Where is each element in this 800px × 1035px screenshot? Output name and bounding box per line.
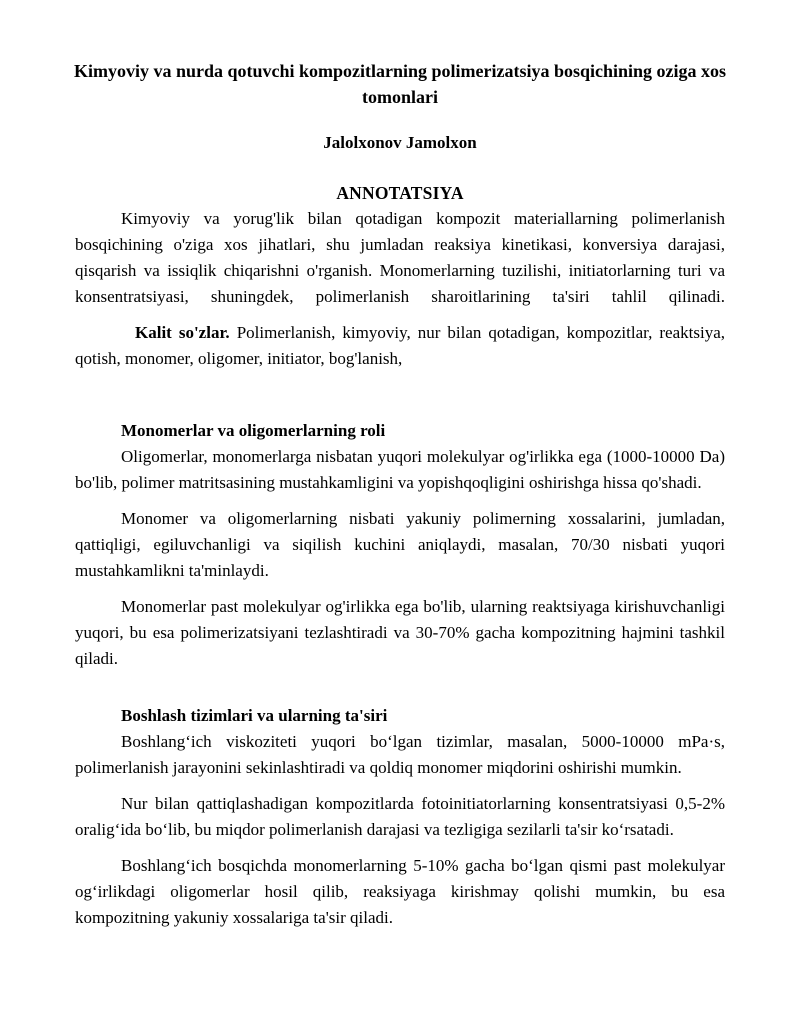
author-name: Jalolxonov Jamolxon xyxy=(323,133,477,152)
body-paragraph: Oligomerlar, monomerlarga nisbatan yuqori molekulyar og'irlikka ega (1000-10000 Da) bo'lib, polimer matritsasining mustahkamligini va yopishqoqligini oshirishga hissa qo'shadi. xyxy=(75,447,725,492)
body-paragraph: Boshlangʻich bosqichda monomerlarning 5-10% gacha boʻlgan qismi past molekulyar ogʻirlikdagi oligomerlar hosil qilib, reaksiyaga kirishmay qolishi mumkin, bu esa kompozitning yakuniy xossalariga ta'sir qiladi. xyxy=(75,856,725,927)
annotation-heading: ANNOTATSIYA xyxy=(336,183,464,203)
body-paragraph: Boshlangʻich viskoziteti yuqori boʻlgan tizimlar, masalan, 5000-10000 mPa·s, polimerlanish jarayonini sekinlashtiradi va qoldiq monomer miqdorini oshirishi mumkin. xyxy=(75,732,725,777)
section-heading-initiation-systems: Boshlash tizimlari va ularning ta'siri xyxy=(121,706,388,725)
body-paragraph: Nur bilan qattiqlashadigan kompozitlarda fotoinitiatorlarning konsentratsiyasi 0,5-2% oraligʻida boʻlib, bu miqdor polimerlanish darajasi va tezligiga sezilarli ta'sir koʻrsatadi. xyxy=(75,794,725,839)
keywords-paragraph xyxy=(75,320,725,372)
section-heading-monomers: Monomerlar va oligomerlarning roli xyxy=(121,421,386,440)
keywords-text: Polimerlanish, kimyoviy, nur bilan qotadigan, kompozitlar, reaktsiya, qotish, monomer, oligomer, initiator, bog'lanish, xyxy=(75,323,725,368)
body-paragraph: Monomerlar past molekulyar og'irlikka ega bo'lib, ularning reaktsiyaga kirishuvchanligi yuqori, bu esa polimerizatsiyani tezlashtiradi va 30-70% gacha kompozitning hajmini tashkil qiladi. xyxy=(75,597,725,668)
document-title: Kimyoviy va nurda qotuvchi kompozitlarning polimerizatsiya bosqichining oziga xos tomonlari xyxy=(73,61,727,107)
annotation-paragraph: Kimyoviy va yorug'lik bilan qotadigan kompozit materiallarning polimerlanish bosqichining o'ziga xos jihatlari, shu jumladan reaksiya kinetikasi, konversiya darajasi, qisqarish va issiqlik chiqarishni o'rganish. Monomerlarning tuzilishi, initiatorlarning turi va konsentratsiyasi, shuningdek, polimerlanish sharoitlarining ta'siri tahlil qilinadi. xyxy=(75,209,725,306)
body-paragraph: Monomer va oligomerlarning nisbati yakuniy polimerning xossalarini, jumladan, qattiqligi, egiluvchanligi va siqilish kuchini aniqlaydi, masalan, 70/30 nisbati yuqori mustahkamlikni ta'minlaydi. xyxy=(75,509,725,580)
keywords-label: Kalit so'zlar. xyxy=(135,323,230,342)
